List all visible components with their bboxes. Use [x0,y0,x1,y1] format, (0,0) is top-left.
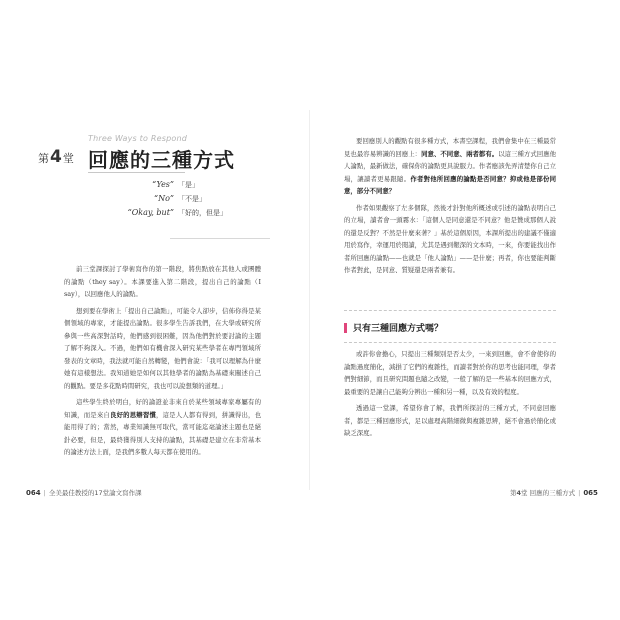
chapter-title: 回應的三種方式 [88,148,235,172]
section-heading-text: 只有三種回應方式嗎？ [353,324,444,334]
paragraph: 前三堂課探討了學術寫作的第一階段，將焦點放在其他人或團體的論點（they say）。本課要進入第二階段，提出自己的論點（I say），以回應他人的論點。 [64,265,261,298]
footer-chapter-prefix: 第 [510,489,517,497]
chapter-english-title: Three Ways to Respond [88,134,187,143]
paragraph-text: 以這三種方式回應他人論點，最新做法，確保你的論點更具說服力。作者應該先弄清楚你自己立場，讓讀者更易跟隨。 [344,149,557,183]
paragraph-text: 這些學生終於明白，好的論證並非來自於某些領域專家專屬有的知識，而是來自 [64,398,261,419]
quote-english: “No” [154,194,174,203]
chapter-prefix: 第 [38,152,49,165]
right-page [310,0,620,620]
bold-phrase: 良好的思辯習慣 [110,410,157,419]
right-body-text-bottom [344,348,556,444]
bold-question: 作者對他所回應的論點是否同意？抑或他是部份同意，部分不同意？ [344,174,557,195]
footer-chapter-number: 4 [516,489,522,497]
paragraph-text: ，這是人人都有得到，拼識得出，也能用得了的；當然，專業知識無可取代，當可能迄毫論述主題也是絕針必要，但是，最終獲得別人支持的論點，其基礎是建立在非常基本的論述方法上面，是我們多數人每天都在使用的。 [64,410,262,456]
title-divider [88,172,185,173]
paragraph-text: 要回應別人的觀點有很多種方式，本書空課程，我們會集中在三種最常見也最容易辨識的回應上： [344,137,556,158]
paragraph: 想到要在學術上「提出自己論點」，可能令人卻步，信佈你得是某個領域的專家，才能提出論點。很多學生告訴我們，在大學或研究所參與一些高深對話時，他們感到很困難，因為他們對於要討論的主題了解不夠深入。不過，他們如有機會深入研究某些學者在專門領域所發表的文章時，我法就可能自然轉變，他們會說：「我可以理解為什麼她有這樣想法。我知道她是如何以其他學者的論點為基礎來闡述自己的觀點。要是多花點時間研究，我也可以說想類的道理。」 [64,306,261,390]
quote-line [100,180,280,194]
right-body-text-top [344,135,556,281]
footer-chapter-suffix: 堂 [521,489,528,497]
right-footer: 第4堂 回應的三種方式 | 065 [510,489,598,497]
quote-line [100,208,280,222]
bold-phrase: 同意、不同意、兩者都有。 [421,149,499,158]
paragraph: 作者如果觀察了左多個隊，然後才針對他所概述或引述的論點表明自己的立場，讀者會一頭霧水：「這個人是同意還是不同意？他是贊成那個人說的還是反對？不然是什麼來著？」基於這個原因，本課所提出的建議不僅適用於寫作，幸運用於閱讀，尤其是遇到艱深的文本時，一來，你要能找出作者所回應的論點——也就是「他人論點」——是什麼；再者，你也要能判斷作者對此，是同意、質疑還是兩者兼有。 [344,203,556,274]
left-body-text [64,263,261,463]
response-quotes [100,180,280,222]
book-title: 全美最佳教授的17堂論文寫作課 [48,489,142,497]
quote-chinese: 「好的，但是」 [178,209,227,217]
chapter-number: 4 [50,147,62,167]
chapter-suffix: 堂 [62,152,74,165]
heading-accent-bar [344,323,347,333]
paragraph [64,396,261,459]
quote-chinese: 「不是」 [178,195,206,203]
quote-divider [170,238,270,239]
quote-english: “Okay, but” [127,208,174,217]
quote-chinese: 「是」 [178,181,199,189]
chapter-label [38,147,74,167]
quote-english: “Yes” [152,180,174,189]
page-number: 065 [583,489,598,497]
paragraph [344,135,556,198]
paragraph: 透過這一堂課，希望你會了解，我們所探討的三種方式，不同意回應者，都是三種回應形式，足以處理高階細微與複雜思辨，絕不會過於簡化或缺乏深度。 [344,404,556,437]
footer-chapter-title: 回應的三種方式 [529,489,576,497]
page-number: 064 [26,489,41,497]
paragraph: 或許你會擔心，只提出三種類別是否太少，一來到回應，會不會使你的論點過度簡化，減損了它們的複雜性，而讀者對於你的思考也能同理，學者們對細節，而且研究問題也隨之改變，一般了解的是一些基本的回應方式，最重要的是讓自己能夠分辨出一種和另一種，以及有效的程度。 [344,350,556,396]
left-footer: 064 | 全美最佳教授的17堂論文寫作課 [26,489,142,497]
section-heading [344,310,556,343]
quote-line [100,194,280,208]
